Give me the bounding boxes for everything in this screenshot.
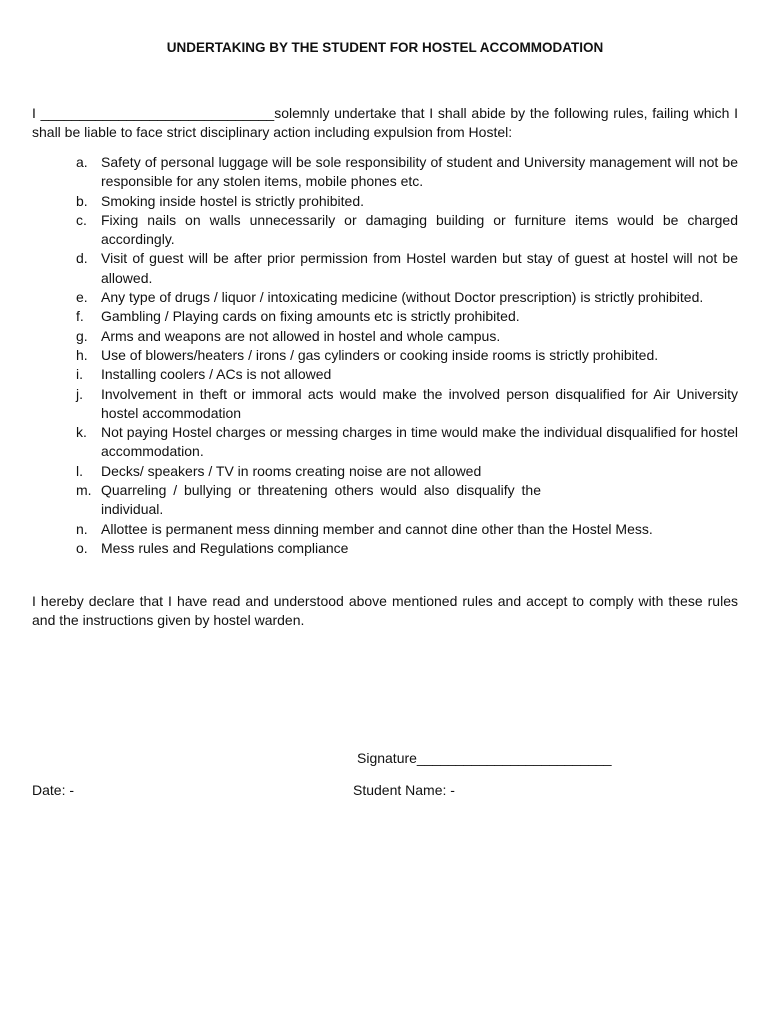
rule-text: Any type of drugs / liquor / intoxicating medicine (without Doctor prescription) is strictly prohibited. bbox=[101, 289, 704, 306]
rule-text: Arms and weapons are not allowed in hostel and whole campus. bbox=[101, 327, 501, 344]
rule-item bbox=[32, 288, 738, 307]
rule-marker: g. bbox=[76, 327, 88, 344]
rule-item bbox=[32, 153, 738, 192]
rule-item bbox=[32, 346, 738, 365]
rule-marker: h. bbox=[76, 346, 88, 363]
rule-marker: k. bbox=[76, 424, 87, 441]
date-field: Date: - bbox=[32, 782, 75, 798]
student-name-field: Student Name: - bbox=[353, 782, 455, 798]
document-title: UNDERTAKING BY THE STUDENT FOR HOSTEL ACCOMMODATION bbox=[166, 40, 604, 55]
rule-text: Involvement in theft or immoral acts would make the involved person disqualified for Air University hostel accommodation bbox=[101, 385, 738, 421]
rule-text: Quarreling / bullying or threatening others would also disqualify the individual. bbox=[101, 482, 541, 518]
rule-marker: l. bbox=[76, 462, 83, 479]
rule-item bbox=[32, 462, 738, 481]
rule-text: Not paying Hostel charges or messing charges in time would make the individual disqualified for hostel accommodation. bbox=[101, 424, 738, 460]
rule-item bbox=[32, 307, 738, 326]
rule-text: Fixing nails on walls unnecessarily or damaging building or furniture items would be charged accordingly. bbox=[101, 211, 738, 248]
rule-item bbox=[32, 365, 738, 384]
rule-text: Installing coolers / ACs is not allowed bbox=[101, 366, 332, 383]
intro-paragraph: I ______________________________solemnly undertake that I shall abide by the following rules, failing which I shall be liable to face strict disciplinary action including expulsion from Hostel: bbox=[32, 105, 738, 140]
rule-item bbox=[32, 192, 738, 211]
rule-text: Allottee is permanent mess dinning member and cannot dine other than the Hostel Mess. bbox=[101, 520, 653, 537]
rule-marker: j. bbox=[76, 385, 83, 402]
rule-item bbox=[32, 385, 738, 424]
declaration-paragraph: I hereby declare that I have read and understood above mentioned rules and accept to comply with these rules and the instructions given by hostel warden. bbox=[32, 593, 738, 628]
rule-text: Gambling / Playing cards on fixing amounts etc is strictly prohibited. bbox=[101, 308, 520, 325]
rule-text: Safety of personal luggage will be sole responsibility of student and University management will not be responsible for any stolen items, mobile phones etc. bbox=[101, 154, 738, 190]
rule-text: Decks/ speakers / TV in rooms creating noise are not allowed bbox=[101, 462, 482, 479]
rule-text: Mess rules and Regulations compliance bbox=[101, 539, 349, 556]
rule-marker: b. bbox=[76, 192, 88, 209]
rule-item bbox=[32, 481, 738, 520]
rule-marker: n. bbox=[76, 520, 88, 537]
rule-marker: f. bbox=[76, 308, 84, 325]
rule-marker: c. bbox=[76, 211, 87, 228]
rule-marker: i. bbox=[76, 366, 83, 383]
rule-item bbox=[32, 539, 738, 558]
signature-line: Signature_________________________ bbox=[357, 750, 612, 766]
rule-item bbox=[32, 211, 738, 250]
rule-item bbox=[32, 249, 738, 288]
rule-marker: d. bbox=[76, 250, 88, 267]
rule-text: Use of blowers/heaters / irons / gas cylinders or cooking inside rooms is strictly prohibited. bbox=[101, 346, 659, 363]
rule-text: Smoking inside hostel is strictly prohibited. bbox=[101, 192, 365, 209]
rule-marker: o. bbox=[76, 539, 88, 556]
rule-item bbox=[32, 520, 738, 539]
rule-marker: e. bbox=[76, 289, 88, 306]
rule-item bbox=[32, 423, 738, 462]
rule-marker: a. bbox=[76, 154, 88, 170]
rule-text: Visit of guest will be after prior permission from Hostel warden but stay of guest at hostel will not be allowed. bbox=[101, 250, 738, 286]
rule-item bbox=[32, 327, 738, 346]
rule-marker: m. bbox=[76, 482, 92, 499]
rules-list bbox=[32, 153, 738, 558]
